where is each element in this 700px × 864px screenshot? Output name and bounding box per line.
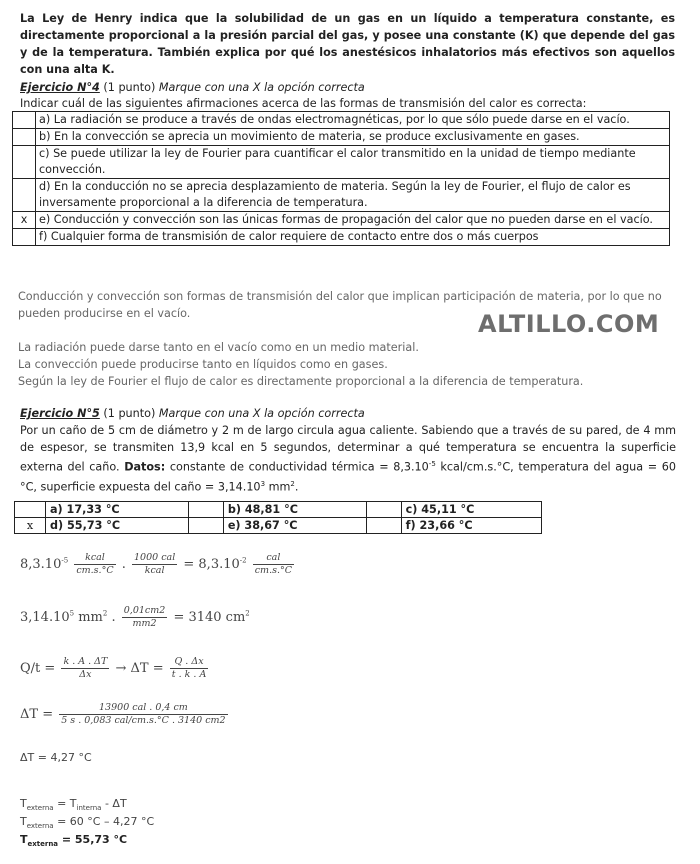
calc2-a-exp: 5 [69,609,75,618]
option-f-text: f) Cualquier forma de transmisión de calor requiere de contacto entre dos o más cuerpos [36,229,670,246]
t1-a-sub: externa [26,804,54,813]
option-d-mark[interactable] [13,179,36,212]
calc1-f2-den: kcal [144,565,165,576]
answer-row-2 [15,518,542,534]
calc1-frac-1 [74,552,115,577]
t1-c: - ΔT [101,797,127,810]
answer-a-mark[interactable] [15,502,46,518]
ex5-datos-label: Datos: [124,460,166,474]
calc4-a: ΔT = [20,707,54,722]
calc2-f-num: 0,01cm2 [123,605,166,616]
answer-row-1 [15,502,542,518]
answer-d-mark[interactable]: x [15,518,46,534]
calc3-f1-num: k . A . ΔT [63,656,108,667]
calc4-frac [59,702,227,727]
t1-a: T [20,797,27,810]
calc-line-2 [20,605,250,630]
option-row-e [13,212,670,229]
t3-b: = 55,73 °C [58,833,128,846]
ex5-instruction: Marque con una X la opción correcta [158,407,365,420]
calc-line-4 [20,702,230,727]
answer-e-mark[interactable] [188,518,223,534]
calc3-a: Q/t = [20,661,56,676]
calc2-b-exp: 2 [102,609,108,618]
intro-paragraph: La Ley de Henry indica que la solubilidad de un gas en un líquido a temperatura constante, es directamente proporcional a la presión parcial del gas, y posee una constante (K) que depende del gas y de la temperatura. También explica por qué los anestésicos inhalatorios más efectivos son aquellos con una alta K. [20,12,675,76]
calc3-f2-num: Q . Δx [170,656,209,669]
t2-a: T [20,815,27,828]
calc3-f2-den: t . k . A [171,669,207,680]
calc1-dot: . [121,557,126,572]
ex5-title: Ejercicio N°5 [20,407,100,420]
calc1-frac-3 [253,552,294,577]
ex5-problem-b: constante de conductividad térmica = 8,3.10 [165,460,429,474]
calc2-f-den: mm2 [132,618,157,629]
t1-b: = T [53,797,77,810]
calc3-arrow: → ΔT = [115,661,164,676]
answer-b: b) 48,81 °C [223,502,366,518]
calc3-frac-1 [61,656,109,681]
ex4-header [20,79,680,96]
ex4-explanation-2: La radiación puede darse tanto en el vacío como en un medio material. [18,341,419,354]
answer-f: f) 23,66 °C [401,518,541,534]
ex4-explanation-1: Conducción y convección son formas de transmisión del calor que implican participación de materia, por lo que no pueden producirse en el vacío. [18,290,662,320]
calc-line-1 [20,552,296,577]
option-row-c [13,146,670,179]
ex5-problem-d-exp: 2 [290,479,295,488]
ex5-problem-a: Por un caño de 5 cm de diámetro y 2 m de largo circula agua caliente. Sabiendo que a través de su pared, de 4 mm de espesor, se transmiten 13,9 kcal en 5 segundos, determinar a qué temperatura se encuentra la superficie externa del caño. [20,424,676,474]
ex4-instruction: Marque con una X la opción correcta [158,81,365,94]
ex5-answers-table [14,501,542,534]
calc1-f1-num: kcal [74,552,115,565]
ex5-problem [20,422,676,495]
calc1-eq-exp: -2 [239,556,247,565]
calc1-a-exp: -5 [61,556,69,565]
calc1-eq: = 8,3.10 [183,557,240,572]
ex5-problem-d: mm [265,480,291,494]
option-b-mark[interactable] [13,129,36,146]
calc1-f1-den: cm.s.°C [76,565,114,576]
calc2-frac [122,605,168,630]
calc1-f2-num: 1000 cal [134,552,176,563]
ex4-explanation-4: Según la ley de Fourier el flujo de calor es directamente proporcional a la diferencia de temperatura. [18,375,584,388]
calc1-f3-num: cal [253,552,294,565]
t3-a-sub: externa [27,840,59,849]
ex4-options-table [12,111,670,246]
answer-e: e) 38,67 °C [223,518,366,534]
option-d-text: d) En la conducción no se aprecia desplazamiento de materia. Según la ley de Fourier, el flujo de calor es inversamente proporcional a la diferencia de temperatura. [36,179,670,212]
option-b-text: b) En la convección se aprecia un movimiento de materia, se produce exclusivamente en gases. [36,129,670,146]
ex5-problem-c: kcal/cm.s.°C, temperatura del agua = 60 °C, superficie expuesta del caño = 3,14.10 [20,460,676,494]
ex4-explanation-3: La convección puede producirse tanto en líquidos como en gases. [18,358,388,371]
calc2-b: mm [74,610,103,625]
calc1-frac-2 [132,552,177,577]
t2-b: = 60 °C – 4,27 °C [53,815,155,828]
ex5-problem-b-exp: -5 [428,460,436,468]
t1-b-sub: interna [76,804,102,813]
option-row-a [13,112,670,129]
answer-c-mark[interactable] [366,502,401,518]
option-c-mark[interactable] [13,146,36,179]
calc2-a: 3,14.10 [20,610,70,625]
option-c-text: c) Se puede utilizar la ley de Fourier para cuantificar el calor transmitido en la unidad de tiempo mediante convección. [36,146,670,179]
ex5-problem-e: . [294,480,299,494]
calc-line-3 [20,656,210,681]
option-row-f [13,229,670,246]
ex4-title: Ejercicio N°4 [20,81,100,94]
temp-line-1 [20,797,127,812]
answer-d: d) 55,73 °C [46,518,189,534]
calc3-f1-den: Δx [79,669,92,680]
calc-line-5: ΔT = 4,27 °C [20,751,92,764]
option-row-b [13,129,670,146]
calc4-den: 5 s . 0,083 cal/cm.s.°C . 3140 cm2 [61,715,226,726]
option-a-mark[interactable] [13,112,36,129]
t2-a-sub: externa [26,822,54,831]
answer-a: a) 17,33 °C [46,502,189,518]
calc2-eq: = 3140 cm [173,610,246,625]
altillo-logo: ALTILLO.COM [478,310,660,338]
option-row-d [13,179,670,212]
option-e-text: e) Conducción y convección son las únicas formas de propagación del calor que no pueden darse en el vacío. [36,212,670,229]
option-f-mark[interactable] [13,229,36,246]
calc1-a: 8,3.10 [20,557,62,572]
calc3-frac-2 [170,656,209,681]
calc1-f3-den: cm.s.°C [254,565,292,576]
ex5-header [20,405,680,422]
answer-c: c) 45,11 °C [401,502,541,518]
answer-f-mark[interactable] [366,518,401,534]
ex5-problem-c-exp: 3 [260,479,266,488]
answer-b-mark[interactable] [188,502,223,518]
ex5-points: (1 punto) [99,407,159,420]
calc2-dot: . [107,610,116,625]
ex4-question: Indicar cuál de las siguientes afirmaciones acerca de las formas de transmisión del calor es correcta: [20,97,587,110]
t3-a: T [20,833,28,846]
temp-line-2 [20,815,154,830]
calc4-num: 13900 cal . 0,4 cm [59,702,227,715]
option-e-mark[interactable]: x [13,212,36,229]
option-a-text: a) La radiación se produce a través de ondas electromagnéticas, por lo que sólo puede darse en el vacío. [36,112,670,129]
ex4-points: (1 punto) [99,81,159,94]
calc2-eq-exp: 2 [245,609,250,618]
temp-line-3 [20,833,127,848]
